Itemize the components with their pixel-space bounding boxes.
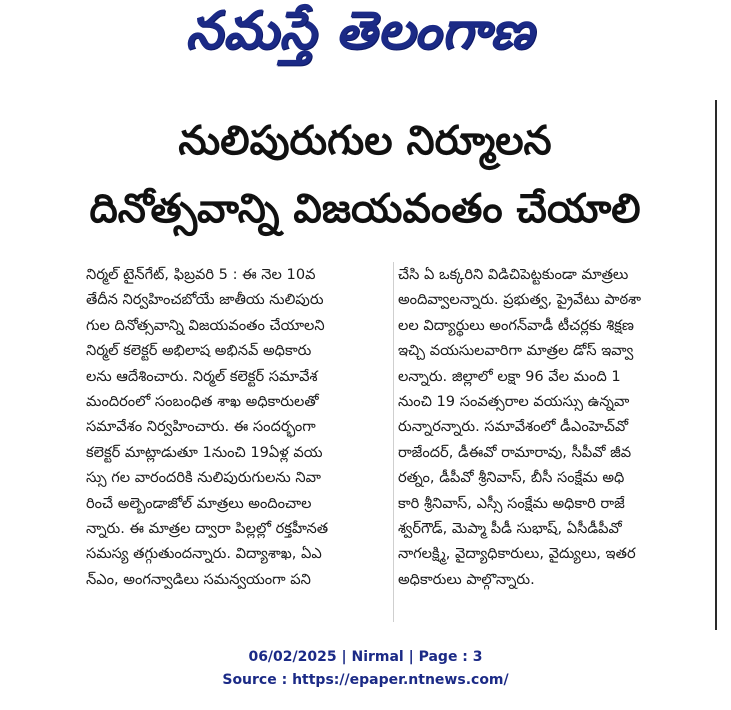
article-line: ఇచ్చి వయసులవారిగా మాత్రల డోస్ ఇవ్వా — [398, 342, 634, 360]
article-line: మందిరంలో సంబంధిత శాఖ అధికారులతో — [86, 393, 319, 411]
article-line: నుంచి 19 సంవత్సరాల వయస్సు ఉన్నవా — [398, 393, 630, 411]
newspaper-masthead: నమస్తే తెలంగాణ — [185, 0, 535, 61]
article-line: అధికారులు పాల్గొన్నారు. — [398, 570, 535, 588]
article-line: న్ఎం, అంగన్వాడిలు సమన్వయంగా పని — [86, 570, 311, 588]
article-line: నిర్మల్ టైన్‌గేట్, ఫిబ్రవరి 5 : ఈ నెల 10వ — [86, 266, 316, 283]
article-line: అందివ్వాలన్నారు. ప్రభుత్వ, ప్రైవేటు పాఠశా — [398, 291, 641, 309]
article-line: సమావేశం నిర్వహించారు. ఈ సందర్భంగా — [86, 418, 316, 436]
article-line: శ్వర్‌గౌడ్, మెప్మా పీడీ సుభాష్, ఏసీడీపీవో — [398, 520, 622, 538]
headline-line-1: నులిపురుగుల నిర్మూలన — [178, 118, 552, 164]
article-line: లల విద్యార్థులు అంగన్‌వాడీ టీచర్లకు శిక్షణ — [398, 316, 634, 334]
article-line: నాగలక్ష్మి, వైద్యాధికారులు, వైద్యులు, ఇతర — [398, 545, 636, 563]
article-line: తేదీన నిర్వహించబోయే జాతీయ నులిపురు — [86, 291, 324, 309]
article-line: లన్నారు. జిల్లాలో లక్షా 96 వేల మంది 1 — [398, 367, 621, 385]
article-line: కారి శ్రీనివాస్, ఎస్సీ సంక్షేమ అధికారి రాజే — [398, 494, 625, 512]
article-line: స్సు గల వారందరికి నులిపురుగులను నివా — [86, 469, 321, 487]
article-line: రాజేందర్, డీఈవో రామారావు, సీపీవో జీవ — [398, 443, 632, 461]
headline-line-2: దినోత్సవాన్ని విజయవంతం చేయాలి — [89, 186, 641, 232]
article-line: సమస్య తగ్గుతుందన్నారు. విద్యాశాఖ, ఏఎ — [86, 545, 322, 563]
article-line: గుల దినోత్సవాన్ని విజయవంతం చేయాలని — [86, 316, 325, 334]
article-line: కలెక్టర్ మాట్లాడుతూ 1నుంచి 19ఏళ్ల వయ — [86, 443, 323, 461]
article-line: నిర్మల్ కలెక్టర్ అభిలాష అభినవ్ అధికారు — [86, 342, 312, 360]
edition-info: 06/02/2025 | Nirmal | Page : 3 — [248, 649, 483, 665]
article-column-left — [86, 262, 394, 592]
article-line: రత్నం, డీపీవో శ్రీనివాస్, బీసీ సంక్షేమ అధి — [398, 469, 625, 487]
article-line: లను ఆదేశించారు. నిర్మల్ కలెక్టర్ సమావేశ — [86, 367, 318, 385]
article-line: రున్నారన్నారు. సమావేశంలో డీఎంహెచ్‌వో — [398, 418, 629, 436]
article-line: న్నారు. ఈ మాత్రల ద్వారా పిల్లల్లో రక్తహీనత — [86, 520, 329, 538]
article-line: రించే అల్బెండాజోల్ మాత్రలు అందించాల — [86, 494, 312, 512]
column-divider — [393, 262, 394, 622]
article-column-right — [398, 262, 706, 592]
article-line: చేసి ఏ ఒక్కరిని విడిచిపెట్టకుండా మాత్రలు — [398, 266, 629, 283]
page-edge-rule — [715, 100, 717, 630]
source-link[interactable]: Source : https://epaper.ntnews.com/ — [222, 672, 509, 688]
